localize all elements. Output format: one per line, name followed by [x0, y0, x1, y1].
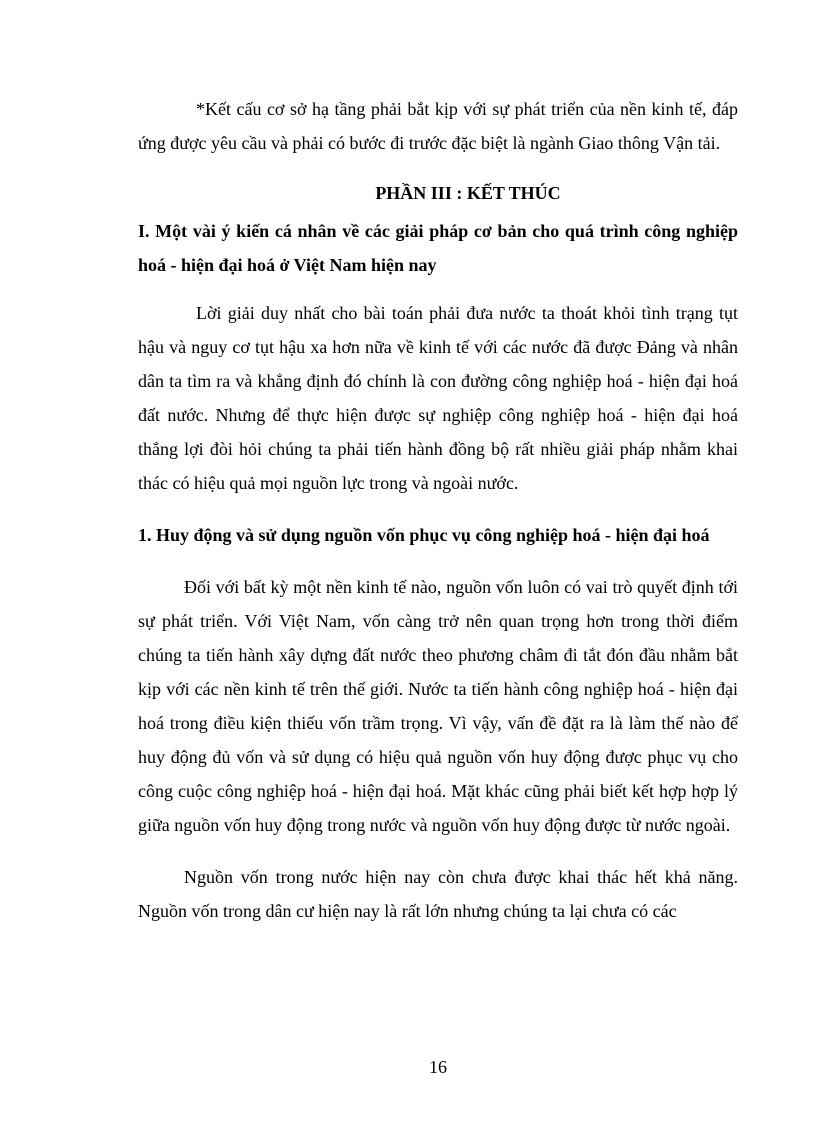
- heading-subsection-1: 1. Huy động và sử dụng nguồn vốn phục vụ công nghiệp hoá - hiện đại hoá: [138, 525, 710, 545]
- heading-section-1: I. Một vài ý kiến cá nhân về các giải pháp cơ bản cho quá trình công nghiệp hoá - hiện đại hoá ở Việt Nam hiện nay: [138, 221, 738, 275]
- paragraph-domestic-capital: Nguồn vốn trong nước hiện nay còn chưa được khai thác hết khả năng. Nguồn vốn trong dân cư hiện nay là rất lớn nhưng chúng ta lại chưa có các: [138, 867, 738, 921]
- page-content: [138, 92, 738, 928]
- paragraph-capital: Đối với bất kỳ một nền kinh tế nào, nguồn vốn luôn có vai trò quyết định tới sự phát triển. Với Việt Nam, vốn càng trở nên quan trọng hơn trong thời điểm chúng ta tiến hành xây dựng đất nước theo phương châm đi tắt đón đầu nhằm bắt kịp với các nền kinh tế trên thế giới. Nước ta tiến hành công nghiệp hoá - hiện đại hoá trong điều kiện thiếu vốn trầm trọng. Vì vậy, vấn đề đặt ra là làm thế nào để huy động đủ vốn và sử dụng có hiệu quả nguồn vốn huy động được phục vụ cho công cuộc công nghiệp hoá - hiện đại hoá. Mặt khác cũng phải biết kết hợp hợp lý giữa nguồn vốn huy động trong nước và nguồn vốn huy động được từ nước ngoài.: [138, 577, 738, 835]
- intro-paragraph: *Kết cấu cơ sở hạ tầng phải bắt kịp với sự phát triển của nền kinh tế, đáp ứng được yêu cầu và phải có bước đi trước đặc biệt là ngành Giao thông Vận tải.: [138, 99, 738, 153]
- part-title: PHẦN III : KẾT THÚC: [375, 183, 561, 203]
- paragraph-solutions: Lời giải duy nhất cho bài toán phải đưa nước ta thoát khỏi tình trạng tụt hậu và nguy cơ tụt hậu xa hơn nữa về kinh tế với các nước đã được Đảng và nhân dân ta tìm ra và khẳng định đó chính là con đường công nghiệp hoá - hiện đại hoá đất nước. Nhưng để thực hiện được sự nghiệp công nghiệp hoá - hiện đại hoá thắng lợi đòi hỏi chúng ta phải tiến hành đồng bộ rất nhiều giải pháp nhằm khai thác có hiệu quả mọi nguồn lực trong và ngoài nước.: [138, 303, 738, 493]
- page-number: 16: [429, 1057, 447, 1077]
